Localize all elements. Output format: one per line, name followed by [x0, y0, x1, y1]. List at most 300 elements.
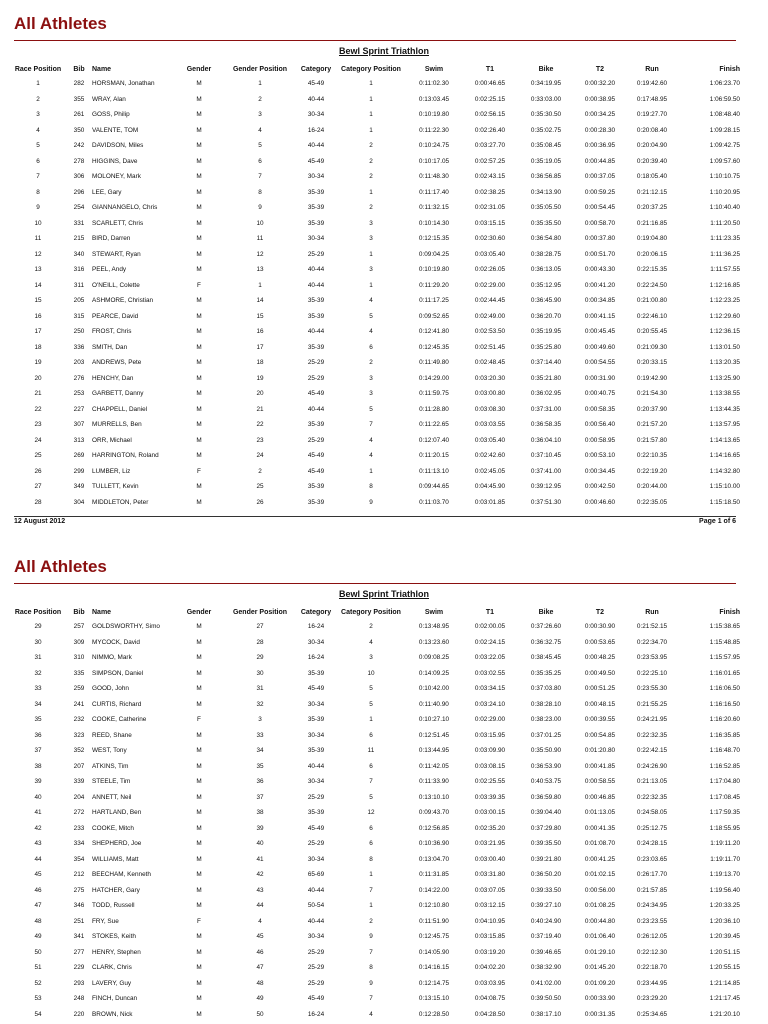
- table-row: [10, 402, 740, 418]
- cell-gender: M: [196, 793, 202, 801]
- cell-bib: 203: [73, 359, 85, 367]
- table-row: [10, 991, 740, 1007]
- cell-finish: 1:15:38.65: [709, 623, 740, 631]
- cell-bib: 250: [73, 328, 85, 336]
- cell-swim: 0:11:28.80: [419, 405, 449, 413]
- cell-t1: 0:03:12.15: [474, 902, 506, 910]
- cell-bib: 259: [73, 685, 85, 693]
- cell-name: BEECHAM, Kenneth: [92, 871, 151, 879]
- cell-bike: 0:38:45.45: [530, 654, 562, 662]
- cell-bib: 233: [73, 824, 85, 832]
- header-category: Category: [300, 608, 332, 616]
- cell-category-position: 7: [369, 778, 373, 786]
- cell-run: 0:20:55.45: [636, 328, 668, 336]
- cell-swim: 0:11:51.90: [419, 917, 449, 925]
- cell-t2: 0:00:54.55: [584, 359, 616, 367]
- table-row: [10, 433, 740, 449]
- cell-finish: 1:20:55.15: [709, 964, 740, 972]
- header-category-position: Category Position: [341, 608, 401, 616]
- header-bib: Bib: [73, 65, 85, 73]
- header-run: Run: [645, 65, 659, 73]
- cell-category-position: 3: [369, 390, 373, 398]
- cell-gender: M: [196, 855, 202, 863]
- cell-category-position: 2: [369, 204, 373, 212]
- cell-finish: 1:21:20.10: [709, 1010, 740, 1018]
- cell-category-position: 2: [369, 173, 373, 181]
- cell-gender-position: 8: [258, 188, 262, 196]
- cell-run: 0:20:08.40: [636, 126, 668, 134]
- cell-gender: M: [196, 250, 202, 258]
- cell-name: NIMMO, Mark: [92, 654, 132, 662]
- cell-name: ANNETT, Neil: [92, 793, 132, 801]
- cell-t1: 0:02:38.25: [474, 188, 506, 196]
- cell-category-position: 4: [369, 1010, 373, 1018]
- cell-bike: 0:36:54.80: [530, 235, 562, 243]
- cell-finish: 1:06:59.50: [709, 95, 740, 103]
- cell-race-position: 29: [34, 623, 42, 631]
- cell-gender-position: 16: [256, 328, 264, 336]
- table-row: [10, 743, 740, 759]
- cell-bib: 253: [73, 390, 85, 398]
- cell-bib: 269: [73, 452, 85, 460]
- cell-bib: 205: [73, 297, 85, 305]
- table-row: [10, 867, 740, 883]
- cell-run: 0:22:42.15: [636, 747, 668, 755]
- cell-t1: 0:04:02.20: [474, 964, 506, 972]
- cell-run: 0:22:10.35: [636, 452, 668, 460]
- cell-category: 45-49: [307, 390, 325, 398]
- cell-finish: 1:20:33.25: [709, 902, 740, 910]
- cell-t1: 0:03:15.95: [474, 731, 506, 739]
- cell-finish: 1:14:32.80: [709, 467, 740, 475]
- cell-gender: M: [196, 638, 202, 646]
- cell-run: 0:20:37.90: [636, 405, 668, 413]
- cell-run: 0:22:15.35: [636, 266, 668, 274]
- cell-bike: 0:35:30.50: [530, 111, 562, 119]
- cell-gender-position: 29: [256, 654, 264, 662]
- cell-name: GOSS, Philip: [92, 111, 130, 119]
- cell-finish: 1:21:17.45: [709, 995, 740, 1003]
- cell-gender: M: [196, 995, 202, 1003]
- table-header: [10, 605, 740, 619]
- cell-category-position: 3: [369, 219, 373, 227]
- cell-race-position: 45: [34, 871, 42, 879]
- cell-category: 35-39: [307, 483, 325, 491]
- cell-category-position: 4: [369, 297, 373, 305]
- cell-bike: 0:40:53.75: [530, 778, 562, 786]
- cell-category: 30-34: [307, 731, 325, 739]
- cell-category-position: 6: [369, 731, 373, 739]
- cell-run: 0:24:21.95: [636, 716, 668, 724]
- cell-name: HATCHER, Gary: [92, 886, 140, 894]
- cell-t2: 0:00:46.60: [584, 498, 616, 506]
- cell-gender-position: 44: [256, 902, 264, 910]
- cell-swim: 0:12:45.35: [418, 343, 450, 351]
- cell-gender-position: 5: [258, 142, 262, 150]
- table-row: [10, 92, 740, 108]
- table-row: [10, 1007, 740, 1023]
- page-title: All Athletes: [14, 557, 107, 576]
- cell-t2: 0:00:28.30: [584, 126, 616, 134]
- header-bike: Bike: [538, 65, 554, 73]
- cell-name: WEST, Tony: [92, 747, 127, 755]
- cell-finish: 1:11:57.55: [710, 266, 740, 274]
- cell-name: MIDDLETON, Peter: [92, 498, 149, 506]
- cell-t1: 0:02:43.15: [474, 173, 506, 181]
- cell-run: 0:25:34.65: [636, 1010, 668, 1018]
- table-row: [10, 821, 740, 837]
- cell-category: 45-49: [307, 824, 325, 832]
- cell-bib: 307: [73, 421, 85, 429]
- cell-t1: 0:03:00.15: [474, 809, 506, 817]
- table-row: [10, 774, 740, 790]
- cell-t1: 0:03:05.40: [474, 250, 506, 258]
- cell-gender: M: [196, 654, 202, 662]
- cell-swim: 0:14:05.90: [418, 948, 450, 956]
- cell-t1: 0:03:08.15: [474, 762, 506, 770]
- cell-t2: 0:00:46.85: [584, 793, 616, 801]
- cell-category: 30-34: [307, 638, 325, 646]
- table-row: [10, 371, 740, 387]
- cell-swim: 0:11:40.90: [419, 700, 449, 708]
- cell-gender: M: [196, 204, 202, 212]
- cell-bib: 352: [73, 747, 85, 755]
- header-run: Run: [645, 608, 659, 616]
- cell-run: 0:21:12.15: [636, 188, 668, 196]
- cell-race-position: 33: [34, 685, 42, 693]
- cell-bike: 0:35:05.50: [530, 204, 562, 212]
- header-finish: Finish: [719, 608, 740, 616]
- cell-gender-position: 35: [256, 762, 264, 770]
- cell-race-position: 13: [34, 266, 42, 274]
- cell-gender-position: 37: [256, 793, 264, 801]
- cell-bike: 0:38:17.10: [530, 1010, 562, 1018]
- cell-t1: 0:03:15.85: [474, 933, 506, 941]
- cell-swim: 0:12:15.35: [418, 235, 450, 243]
- cell-swim: 0:11:48.30: [419, 173, 449, 181]
- table-row: [10, 697, 740, 713]
- cell-t2: 0:00:34.45: [584, 467, 616, 475]
- cell-gender-position: 25: [256, 483, 264, 491]
- cell-bike: 0:33:03.00: [530, 95, 562, 103]
- cell-gender: M: [196, 762, 202, 770]
- cell-run: 0:22:32.35: [636, 731, 668, 739]
- cell-run: 0:26:12.05: [636, 933, 668, 941]
- cell-t1: 0:02:26.40: [474, 126, 506, 134]
- cell-gender: M: [196, 219, 202, 227]
- cell-category: 40-44: [307, 917, 325, 925]
- cell-bike: 0:38:28.75: [530, 250, 562, 258]
- cell-run: 0:21:54.30: [636, 390, 668, 398]
- cell-t2: 0:01:13.05: [584, 809, 616, 817]
- cell-finish: 1:08:48.40: [709, 111, 740, 119]
- cell-gender-position: 9: [258, 204, 262, 212]
- cell-race-position: 54: [34, 1010, 42, 1018]
- cell-t1: 0:02:29.00: [474, 281, 506, 289]
- cell-finish: 1:09:57.60: [709, 157, 740, 165]
- cell-bike: 0:37:51.30: [530, 498, 562, 506]
- cell-gender: M: [196, 390, 202, 398]
- header-swim: Swim: [424, 65, 444, 73]
- cell-run: 0:21:52.15: [636, 623, 668, 631]
- cell-name: GARBETT, Danny: [92, 390, 144, 398]
- cell-name: STOKES, Keith: [92, 933, 136, 941]
- cell-finish: 1:15:18.50: [709, 498, 740, 506]
- cell-t2: 0:01:06.40: [584, 933, 616, 941]
- cell-t1: 0:00:46.65: [474, 80, 506, 88]
- cell-t2: 0:00:54.85: [584, 731, 616, 739]
- cell-name: O'NEILL, Colette: [92, 281, 140, 289]
- cell-run: 0:20:33.15: [636, 359, 668, 367]
- cell-gender-position: 28: [256, 638, 264, 646]
- cell-category-position: 1: [369, 126, 373, 134]
- cell-swim: 0:11:02.30: [419, 80, 449, 88]
- cell-gender: M: [196, 157, 202, 165]
- table-row: [10, 759, 740, 775]
- cell-finish: 1:11:23.35: [710, 235, 740, 243]
- cell-bike: 0:35:12.95: [530, 281, 562, 289]
- cell-t2: 0:00:56.40: [584, 421, 616, 429]
- cell-name: PEEL, Andy: [92, 266, 127, 274]
- cell-t2: 0:00:36.95: [584, 142, 616, 150]
- cell-t2: 0:01:02.15: [584, 871, 616, 879]
- cell-category: 45-49: [307, 157, 325, 165]
- cell-gender-position: 20: [256, 390, 264, 398]
- cell-race-position: 17: [34, 328, 42, 336]
- cell-name: MYCOCK, David: [92, 638, 140, 646]
- cell-category: 35-39: [307, 312, 325, 320]
- cell-name: HENRY, Stephen: [92, 948, 141, 956]
- cell-bib: 232: [73, 716, 85, 724]
- cell-run: 0:23:23.55: [636, 917, 668, 925]
- cell-run: 0:24:34.95: [636, 902, 668, 910]
- table-row: [10, 681, 740, 697]
- cell-bike: 0:36:58.35: [530, 421, 562, 429]
- cell-name: TULLETT, Kevin: [92, 483, 139, 491]
- cell-category-position: 5: [369, 405, 373, 413]
- cell-name: LUMBER, Liz: [92, 467, 131, 475]
- cell-swim: 0:11:32.15: [419, 204, 449, 212]
- cell-finish: 1:14:13.65: [709, 436, 740, 444]
- cell-category: 35-39: [307, 498, 325, 506]
- cell-race-position: 51: [34, 964, 42, 972]
- cell-gender: M: [196, 142, 202, 150]
- cell-bike: 0:36:59.80: [530, 793, 562, 801]
- cell-gender: M: [196, 312, 202, 320]
- cell-t1: 0:04:28.50: [474, 1010, 506, 1018]
- cell-bike: 0:38:23.00: [530, 716, 562, 724]
- cell-run: 0:17:48.95: [636, 95, 668, 103]
- cell-gender-position: 2: [258, 95, 262, 103]
- cell-gender: M: [196, 173, 202, 181]
- cell-name: FROST, Chris: [92, 328, 132, 336]
- cell-t2: 0:00:41.35: [584, 824, 616, 832]
- cell-race-position: 28: [34, 498, 42, 506]
- cell-run: 0:19:27.70: [636, 111, 668, 119]
- cell-name: FINCH, Duncan: [92, 995, 138, 1003]
- cell-race-position: 10: [34, 219, 42, 227]
- cell-gender-position: 40: [256, 840, 264, 848]
- table-row: [10, 185, 740, 201]
- cell-name: SCARLETT, Chris: [92, 219, 144, 227]
- title-rule: [14, 583, 736, 584]
- cell-finish: 1:13:57.95: [709, 421, 740, 429]
- cell-name: GIANNANGELO, Chris: [92, 204, 158, 212]
- cell-gender-position: 46: [256, 948, 264, 956]
- cell-bike: 0:37:19.40: [530, 933, 562, 941]
- table-row: [10, 216, 740, 232]
- cell-gender: M: [196, 685, 202, 693]
- cell-race-position: 32: [34, 669, 42, 677]
- cell-gender: M: [196, 297, 202, 305]
- header-gender: Gender: [186, 608, 212, 616]
- header-swim: Swim: [424, 608, 444, 616]
- cell-t2: 0:00:53.10: [584, 452, 616, 460]
- cell-category-position: 6: [369, 824, 373, 832]
- cell-gender-position: 3: [258, 716, 262, 724]
- cell-finish: 1:16:16.50: [709, 700, 740, 708]
- cell-gender: M: [196, 902, 202, 910]
- cell-t1: 0:02:42.60: [474, 452, 506, 460]
- cell-gender: M: [196, 886, 202, 894]
- cell-race-position: 50: [34, 948, 42, 956]
- cell-race-position: 1: [36, 80, 40, 88]
- cell-swim: 0:12:14.75: [418, 979, 450, 987]
- cell-finish: 1:11:36.25: [710, 250, 740, 258]
- cell-swim: 0:11:29.20: [419, 281, 449, 289]
- cell-category: 16-24: [307, 623, 325, 631]
- cell-gender: F: [197, 716, 201, 724]
- cell-category: 35-39: [307, 188, 325, 196]
- cell-t1: 0:04:08.75: [474, 995, 506, 1003]
- table-row: [10, 247, 740, 263]
- cell-t2: 0:00:40.75: [584, 390, 616, 398]
- cell-gender-position: 27: [256, 623, 264, 631]
- cell-swim: 0:13:10.10: [418, 793, 450, 801]
- cell-t1: 0:03:31.80: [474, 871, 506, 879]
- cell-race-position: 24: [34, 436, 42, 444]
- cell-gender: M: [196, 343, 202, 351]
- cell-category-position: 3: [369, 266, 373, 274]
- cell-finish: 1:15:10.00: [709, 483, 740, 491]
- results-table: [10, 605, 740, 1022]
- cell-bike: 0:37:31.00: [530, 405, 562, 413]
- cell-name: CURTIS, Richard: [92, 700, 142, 708]
- cell-swim: 0:10:36.90: [418, 840, 450, 848]
- cell-t1: 0:03:08.30: [474, 405, 506, 413]
- cell-race-position: 41: [34, 809, 42, 817]
- cell-gender: M: [196, 80, 202, 88]
- cell-category-position: 11: [367, 747, 375, 755]
- cell-t2: 0:00:56.00: [584, 886, 616, 894]
- cell-t1: 0:02:00.05: [474, 623, 506, 631]
- cell-t2: 0:00:41.20: [584, 281, 616, 289]
- cell-bib: 227: [73, 405, 85, 413]
- cell-bib: 341: [73, 933, 85, 941]
- header-name: Name: [92, 65, 112, 73]
- cell-gender: M: [196, 266, 202, 274]
- cell-bike: 0:35:50.90: [530, 747, 562, 755]
- event-name: Bewl Sprint Triathlon: [338, 589, 429, 599]
- cell-gender: M: [196, 498, 202, 506]
- cell-t2: 0:00:31.90: [584, 374, 616, 382]
- cell-gender: M: [196, 979, 202, 987]
- cell-bib: 315: [73, 312, 85, 320]
- cell-run: 0:22:35.05: [636, 498, 668, 506]
- cell-bike: 0:35:35.50: [530, 219, 562, 227]
- cell-t2: 0:00:42.50: [584, 483, 616, 491]
- cell-category: 30-34: [307, 111, 325, 119]
- cell-name: PEARCE, David: [92, 312, 139, 320]
- cell-swim: 0:12:56.85: [418, 824, 450, 832]
- cell-t2: 0:00:30.90: [584, 623, 616, 631]
- cell-race-position: 46: [34, 886, 42, 894]
- cell-race-position: 48: [34, 917, 42, 925]
- cell-bib: 248: [73, 995, 85, 1003]
- cell-t2: 0:00:58.35: [584, 405, 616, 413]
- cell-finish: 1:13:20.35: [709, 359, 740, 367]
- cell-race-position: 3: [36, 111, 40, 119]
- table-row: [10, 929, 740, 945]
- cell-category: 40-44: [307, 762, 325, 770]
- cell-t2: 0:00:44.80: [584, 917, 616, 925]
- header-finish: Finish: [719, 65, 740, 73]
- cell-t1: 0:03:21.95: [474, 840, 506, 848]
- cell-name: STEWART, Ryan: [92, 250, 141, 258]
- cell-finish: 1:16:48.70: [709, 747, 740, 755]
- cell-bike: 0:37:03.80: [530, 685, 562, 693]
- cell-race-position: 6: [36, 157, 40, 165]
- cell-category-position: 6: [369, 840, 373, 848]
- cell-finish: 1:20:51.15: [709, 948, 740, 956]
- cell-gender-position: 4: [258, 917, 262, 925]
- cell-gender-position: 42: [256, 871, 264, 879]
- cell-race-position: 39: [34, 778, 42, 786]
- table-header: [10, 62, 740, 76]
- cell-category: 25-29: [307, 436, 325, 444]
- cell-gender-position: 1: [258, 281, 262, 289]
- cell-race-position: 36: [34, 731, 42, 739]
- cell-bike: 0:34:19.95: [530, 80, 562, 88]
- table-row: [10, 386, 740, 402]
- cell-t2: 0:00:48.15: [584, 700, 616, 708]
- cell-category: 40-44: [307, 266, 325, 274]
- cell-gender-position: 22: [256, 421, 264, 429]
- cell-swim: 0:11:33.90: [419, 778, 449, 786]
- cell-swim: 0:11:17.25: [419, 297, 449, 305]
- cell-category-position: 1: [369, 111, 373, 119]
- cell-name: BIRD, Darren: [92, 235, 131, 243]
- table-row: [10, 309, 740, 325]
- cell-category-position: 1: [369, 281, 373, 289]
- cell-category-position: 10: [367, 669, 375, 677]
- cell-race-position: 19: [34, 359, 42, 367]
- cell-t1: 0:02:31.05: [474, 204, 506, 212]
- cell-gender: M: [196, 731, 202, 739]
- cell-t1: 0:03:09.90: [474, 747, 506, 755]
- cell-category: 25-29: [307, 840, 325, 848]
- cell-run: 0:22:18.70: [636, 964, 668, 972]
- cell-category: 25-29: [307, 359, 325, 367]
- cell-swim: 0:11:22.65: [419, 421, 449, 429]
- cell-race-position: 43: [34, 840, 42, 848]
- cell-category: 40-44: [307, 142, 325, 150]
- cell-gender-position: 23: [256, 436, 264, 444]
- cell-category-position: 5: [369, 700, 373, 708]
- cell-category: 16-24: [307, 654, 325, 662]
- table-row: [10, 945, 740, 961]
- cell-t1: 0:04:10.95: [474, 917, 506, 925]
